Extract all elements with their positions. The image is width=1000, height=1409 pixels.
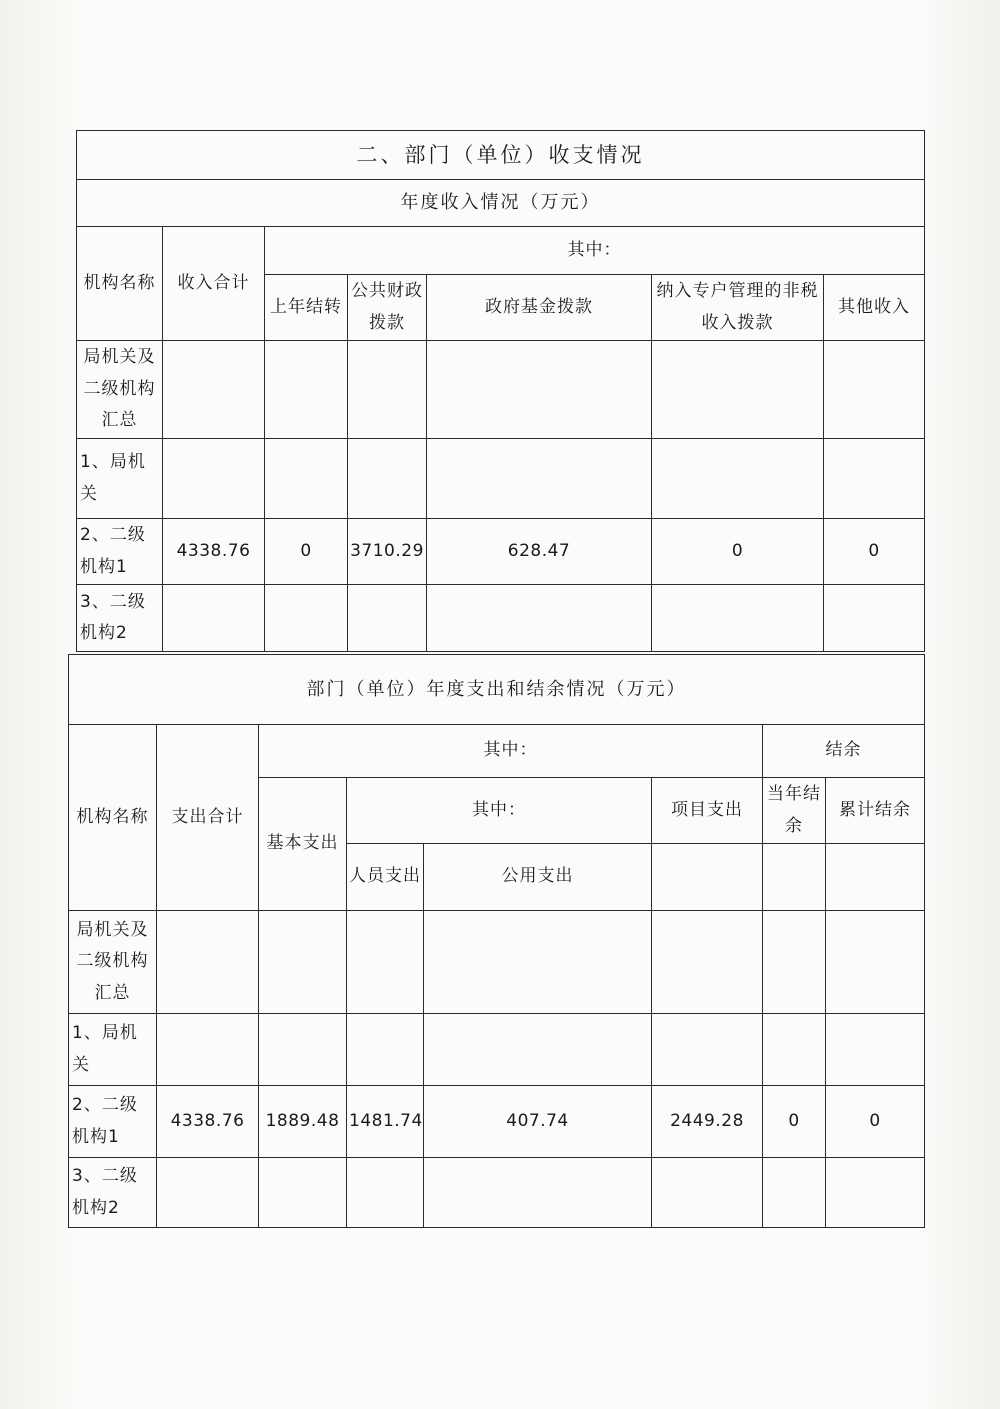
- income-other-cell: [824, 439, 925, 519]
- expense-header-total: 支出合计: [157, 725, 259, 911]
- expense-project-cell: 2449.28: [652, 1086, 763, 1158]
- expense-year-surplus-cell: [763, 911, 826, 1014]
- income-header-fund: 政府基金拨款: [427, 275, 652, 341]
- income-fiscal-cell: [348, 439, 427, 519]
- expense-row: [69, 1158, 925, 1228]
- expense-basic-cell: [259, 911, 347, 1014]
- income-table-block: [76, 130, 924, 652]
- expense-header-blank: [763, 844, 826, 911]
- expense-header-among: 其中：: [259, 725, 763, 778]
- expense-header-cum-surplus: 累计结余: [826, 778, 925, 844]
- income-total-cell: [163, 439, 265, 519]
- income-fund-cell: [427, 585, 652, 652]
- expense-header-personnel: 人员支出: [347, 844, 424, 911]
- expense-personnel-cell: [347, 1014, 424, 1086]
- expense-project-cell: [652, 1158, 763, 1228]
- expense-cum-surplus-cell: [826, 1158, 925, 1228]
- expense-org-cell: 1、局机关: [69, 1014, 157, 1086]
- income-carryover-cell: 0: [265, 519, 348, 585]
- expense-basic-cell: [259, 1014, 347, 1086]
- expense-year-surplus-cell: [763, 1158, 826, 1228]
- income-row: [77, 439, 925, 519]
- income-header-other: 其他收入: [824, 275, 925, 341]
- income-fund-cell: [427, 341, 652, 439]
- income-other-cell: [824, 341, 925, 439]
- income-header-org: 机构名称: [77, 227, 163, 341]
- expense-basic-cell: 1889.48: [259, 1086, 347, 1158]
- income-header-total: 收入合计: [163, 227, 265, 341]
- expense-total-cell: [157, 1158, 259, 1228]
- expense-header-blank: [652, 844, 763, 911]
- expense-header-org: 机构名称: [69, 725, 157, 911]
- expense-table-title: 部门（单位）年度支出和结余情况（万元）: [69, 655, 925, 725]
- expense-basic-cell: [259, 1158, 347, 1228]
- expense-public-cell: 407.74: [424, 1086, 652, 1158]
- expense-header-blank: [826, 844, 925, 911]
- income-other-cell: [824, 585, 925, 652]
- expense-org-cell: 3、二级机构2: [69, 1158, 157, 1228]
- expense-total-cell: 4338.76: [157, 1086, 259, 1158]
- income-other-cell: 0: [824, 519, 925, 585]
- income-row: [77, 341, 925, 439]
- expense-header-surplus: 结余: [763, 725, 925, 778]
- expense-cum-surplus-cell: [826, 911, 925, 1014]
- income-header-fiscal: 公共财政拨款: [348, 275, 427, 341]
- expense-org-cell: 局机关及二级机构汇总: [69, 911, 157, 1014]
- income-org-cell: 3、二级机构2: [77, 585, 163, 652]
- expense-total-cell: [157, 911, 259, 1014]
- expense-project-cell: [652, 1014, 763, 1086]
- income-row: [77, 519, 925, 585]
- income-header-carryover: 上年结转: [265, 275, 348, 341]
- expense-cum-surplus-cell: 0: [826, 1086, 925, 1158]
- income-org-cell: 局机关及二级机构汇总: [77, 341, 163, 439]
- income-fund-cell: [427, 439, 652, 519]
- expense-row: [69, 1086, 925, 1158]
- expense-public-cell: [424, 1158, 652, 1228]
- income-fiscal-cell: [348, 341, 427, 439]
- expense-header-year-surplus: 当年结余: [763, 778, 826, 844]
- expense-total-cell: [157, 1014, 259, 1086]
- expense-public-cell: [424, 1014, 652, 1086]
- income-row: [77, 585, 925, 652]
- expense-header-among2: 其中：: [347, 778, 652, 844]
- expense-org-cell: 2、二级机构1: [69, 1086, 157, 1158]
- expense-row: [69, 911, 925, 1014]
- expense-year-surplus-cell: [763, 1014, 826, 1086]
- income-nontax-cell: [652, 585, 824, 652]
- income-carryover-cell: [265, 439, 348, 519]
- expense-table-block: [68, 654, 924, 1228]
- expense-public-cell: [424, 911, 652, 1014]
- expense-project-cell: [652, 911, 763, 1014]
- income-fund-cell: 628.47: [427, 519, 652, 585]
- expense-header-public: 公用支出: [424, 844, 652, 911]
- expense-personnel-cell: [347, 911, 424, 1014]
- expense-header-project: 项目支出: [652, 778, 763, 844]
- income-total-cell: [163, 585, 265, 652]
- expense-cum-surplus-cell: [826, 1014, 925, 1086]
- expense-header-basic: 基本支出: [259, 778, 347, 911]
- income-nontax-cell: 0: [652, 519, 824, 585]
- income-fiscal-cell: [348, 585, 427, 652]
- income-total-cell: 4338.76: [163, 519, 265, 585]
- section-title: 二、部门（单位）收支情况: [77, 131, 925, 180]
- expense-table: [68, 654, 925, 1228]
- income-header-among: 其中：: [265, 227, 925, 275]
- income-total-cell: [163, 341, 265, 439]
- expense-personnel-cell: 1481.74: [347, 1086, 424, 1158]
- income-nontax-cell: [652, 341, 824, 439]
- income-fiscal-cell: 3710.29: [348, 519, 427, 585]
- income-carryover-cell: [265, 585, 348, 652]
- income-table-title: 年度收入情况（万元）: [77, 180, 925, 227]
- income-org-cell: 1、局机关: [77, 439, 163, 519]
- expense-row: [69, 1014, 925, 1086]
- income-org-cell: 2、二级机构1: [77, 519, 163, 585]
- expense-personnel-cell: [347, 1158, 424, 1228]
- income-table: [76, 130, 925, 652]
- income-nontax-cell: [652, 439, 824, 519]
- expense-year-surplus-cell: 0: [763, 1086, 826, 1158]
- income-carryover-cell: [265, 341, 348, 439]
- income-header-nontax: 纳入专户管理的非税收入拨款: [652, 275, 824, 341]
